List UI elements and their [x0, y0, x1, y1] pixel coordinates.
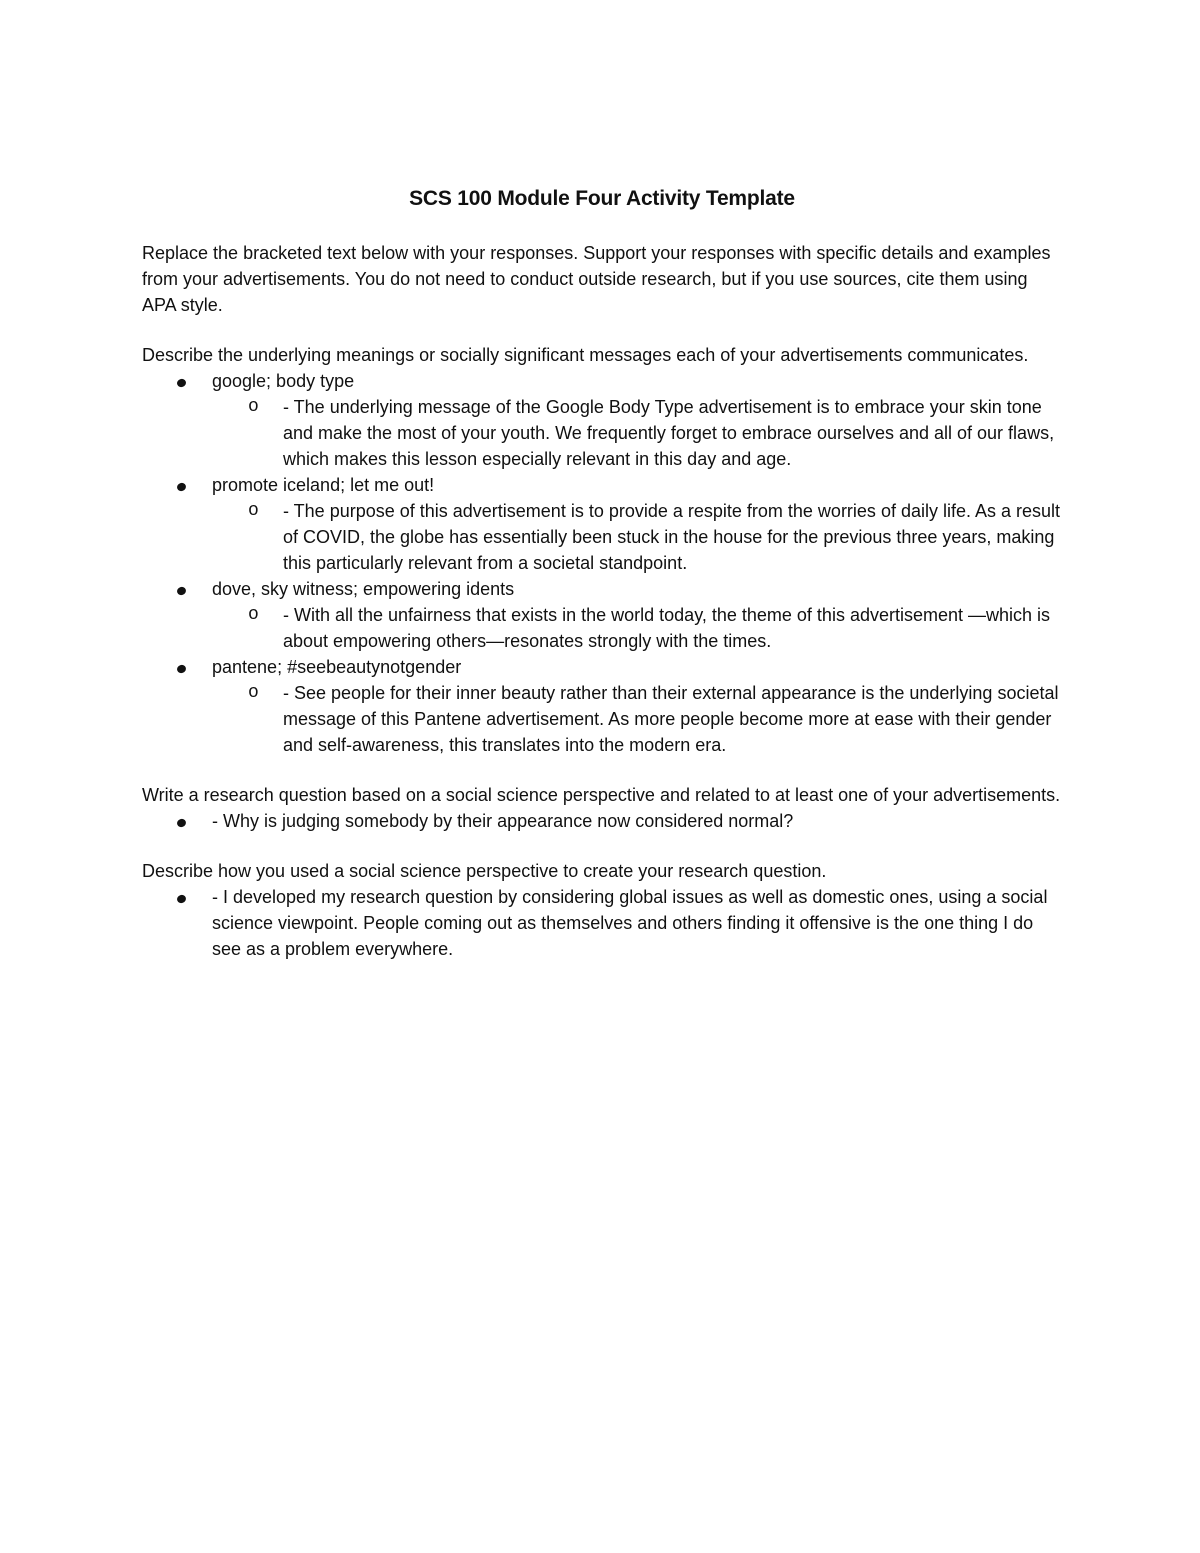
ad-response: - See people for their inner beauty rather than their external appearance is the underlying societal message of this Pantene advertisement. As more people become more at ease with their gender and self-awareness, this translates into the modern era. — [283, 683, 1059, 755]
bullet-icon — [176, 586, 187, 597]
sub-list-item — [142, 602, 1062, 654]
document-body — [142, 186, 1062, 962]
sub-bullet-icon: o — [248, 683, 259, 703]
sub-list-item — [142, 394, 1062, 472]
spacer — [142, 834, 1062, 858]
perspective-answer: - I developed my research question by considering global issues as well as domestic ones, using a social science viewpoint. People coming out as themselves and others finding it offensive is the one thing I do see as a problem everywhere. — [212, 887, 1048, 959]
ad-label: promote iceland; let me out! — [212, 475, 435, 495]
bullet-icon — [176, 664, 187, 675]
sub-bullet-icon: o — [248, 605, 259, 625]
list-item — [142, 654, 1062, 680]
list-item — [142, 368, 1062, 394]
spacer — [142, 758, 1062, 782]
section1-prompt: Describe the underlying meanings or socially significant messages each of your advertisements communicates. — [142, 345, 1029, 365]
bullet-icon — [176, 818, 187, 829]
list-item — [142, 808, 1062, 834]
list-item — [142, 884, 1062, 962]
ad-response: - The underlying message of the Google Body Type advertisement is to embrace your skin tone and make the most of your youth. We frequently forget to embrace ourselves and all of our flaws, which makes this lesson especially relevant in this day and age. — [283, 397, 1055, 469]
sub-bullet-icon: o — [248, 397, 259, 417]
sub-bullet-icon: o — [248, 501, 259, 521]
research-question: - Why is judging somebody by their appearance now considered normal? — [212, 811, 794, 831]
document-title: SCS 100 Module Four Activity Template — [409, 187, 795, 210]
bullet-icon — [176, 378, 187, 389]
ad-response: - With all the unfairness that exists in the world today, the theme of this advertisement —which is about empowering others—resonates strongly with the times. — [283, 605, 1051, 651]
bullet-icon — [176, 894, 187, 905]
spacer — [142, 318, 1062, 342]
bullet-icon — [176, 482, 187, 493]
list-item — [142, 472, 1062, 498]
ad-label: google; body type — [212, 371, 355, 391]
sub-list-item — [142, 498, 1062, 576]
section3-prompt: Describe how you used a social science perspective to create your research question. — [142, 861, 827, 881]
ad-label: pantene; #seebeautynotgender — [212, 657, 462, 677]
ad-label: dove, sky witness; empowering idents — [212, 579, 515, 599]
intro-paragraph: Replace the bracketed text below with your responses. Support your responses with specific details and examples from your advertisements. You do not need to conduct outside research, but if you use sources, cite them using APA style. — [142, 243, 1051, 315]
section2-prompt: Write a research question based on a social science perspective and related to at least one of your advertisements. — [142, 785, 1061, 805]
sub-list-item — [142, 680, 1062, 758]
ad-response: - The purpose of this advertisement is to provide a respite from the worries of daily life. As a result of COVID, the globe has essentially been stuck in the house for the previous three years, making this particularly relevant from a societal standpoint. — [283, 501, 1061, 573]
list-item — [142, 576, 1062, 602]
